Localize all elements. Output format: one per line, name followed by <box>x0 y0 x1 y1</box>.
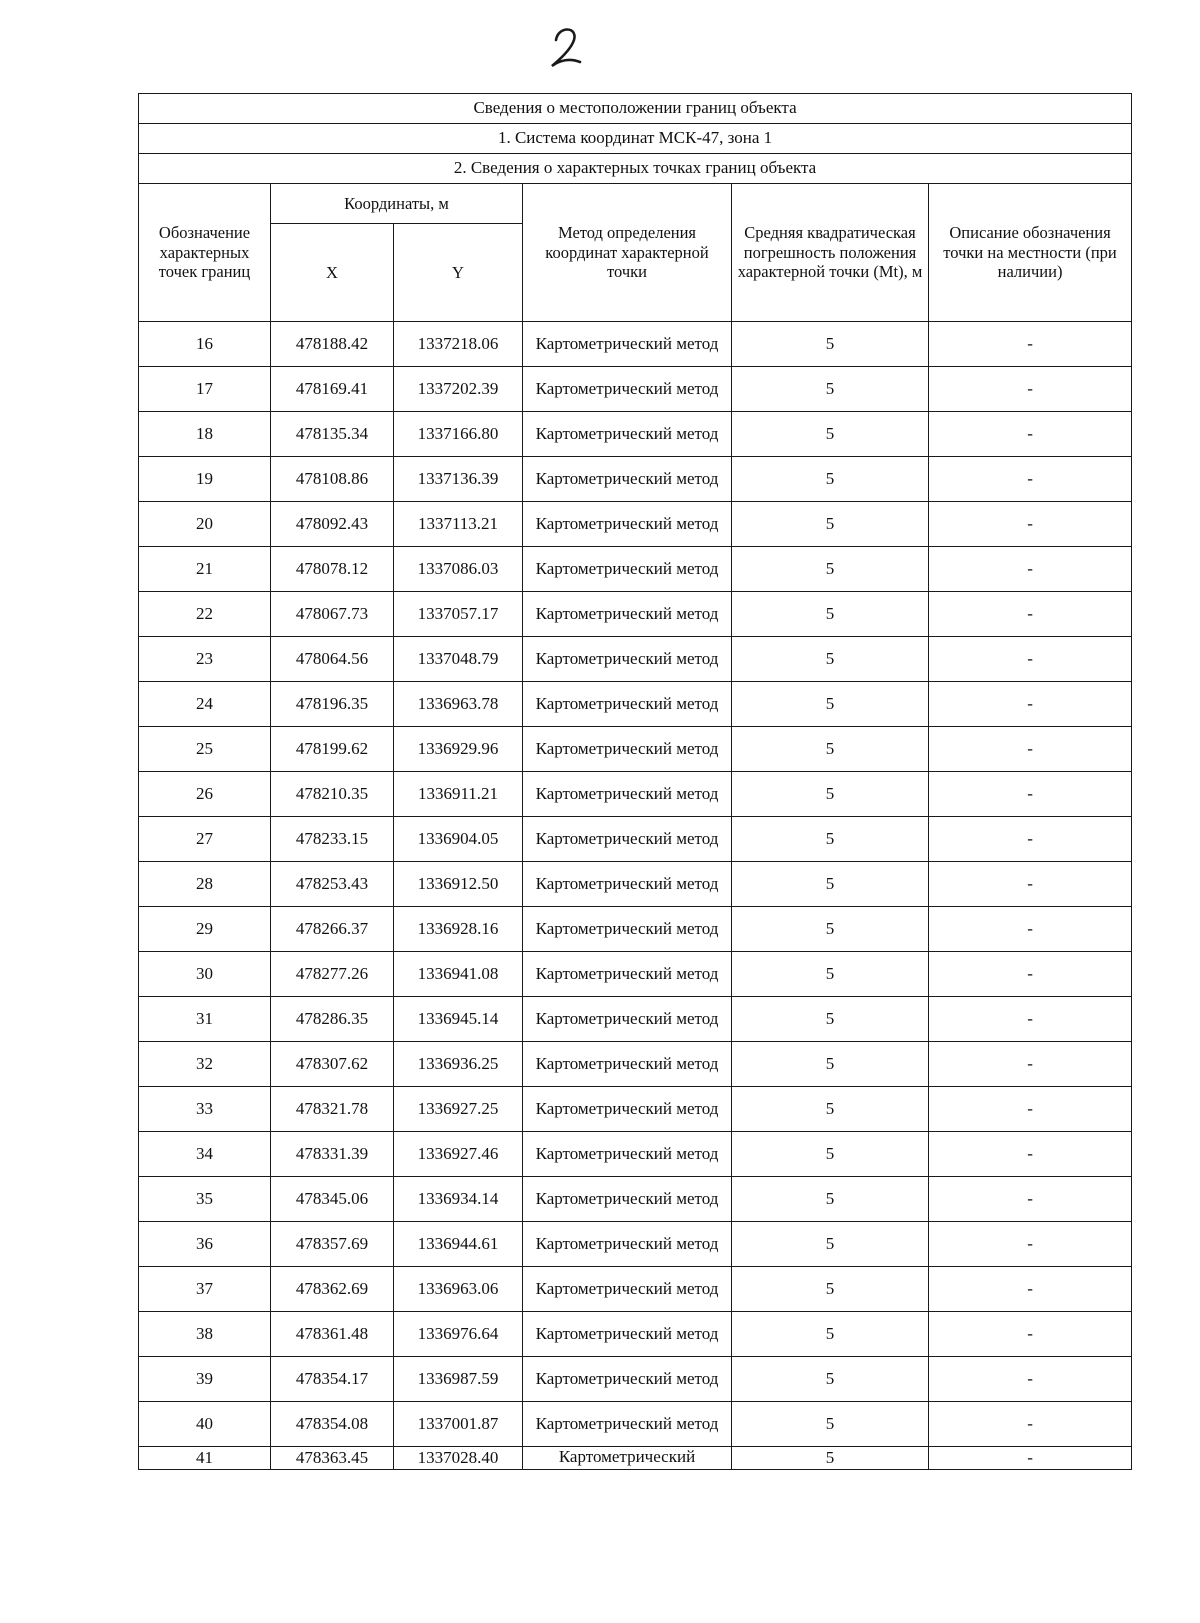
error-cell: 5 <box>732 682 929 727</box>
table-row <box>139 637 1132 682</box>
x-coordinate-cell: 478188.42 <box>271 322 394 367</box>
table-row <box>139 772 1132 817</box>
y-coordinate-cell: 1337218.06 <box>394 322 523 367</box>
table-row <box>139 727 1132 772</box>
error-cell: 5 <box>732 367 929 412</box>
method-cell: Картометрический метод <box>523 907 732 952</box>
method-cell: Картометрический метод <box>523 682 732 727</box>
y-coordinate-cell: 1337001.87 <box>394 1402 523 1447</box>
table-row <box>139 322 1132 367</box>
method-cell: Картометрический метод <box>523 1132 732 1177</box>
table-row <box>139 817 1132 862</box>
method-cell: Картометрический метод <box>523 1402 732 1447</box>
method-cell: Картометрический метод <box>523 1222 732 1267</box>
description-cell: - <box>929 547 1132 592</box>
y-coordinate-cell: 1337166.80 <box>394 412 523 457</box>
y-coordinate-cell: 1337136.39 <box>394 457 523 502</box>
y-coordinate-cell: 1337202.39 <box>394 367 523 412</box>
x-coordinate-cell: 478286.35 <box>271 997 394 1042</box>
error-cell: 5 <box>732 502 929 547</box>
description-cell: - <box>929 1267 1132 1312</box>
error-cell: 5 <box>732 997 929 1042</box>
error-cell: 5 <box>732 1087 929 1132</box>
method-cell: Картометрический метод <box>523 1087 732 1132</box>
table-row <box>139 367 1132 412</box>
error-cell: 5 <box>732 1357 929 1402</box>
y-coordinate-cell: 1336928.16 <box>394 907 523 952</box>
y-coordinate-cell: 1336945.14 <box>394 997 523 1042</box>
y-coordinate-cell: 1336911.21 <box>394 772 523 817</box>
point-cell: 39 <box>139 1357 271 1402</box>
x-coordinate-cell: 478196.35 <box>271 682 394 727</box>
description-cell: - <box>929 1132 1132 1177</box>
description-cell: - <box>929 457 1132 502</box>
description-cell: - <box>929 907 1132 952</box>
error-cell: 5 <box>732 1222 929 1267</box>
error-cell: 5 <box>732 637 929 682</box>
table-body <box>139 322 1132 1470</box>
method-cell: Картометрический метод <box>523 502 732 547</box>
x-coordinate-cell: 478361.48 <box>271 1312 394 1357</box>
point-cell: 23 <box>139 637 271 682</box>
x-coordinate-cell: 478135.34 <box>271 412 394 457</box>
error-cell: 5 <box>732 952 929 997</box>
point-cell: 18 <box>139 412 271 457</box>
method-cell: Картометрический метод <box>523 862 732 907</box>
description-cell: - <box>929 322 1132 367</box>
point-cell: 33 <box>139 1087 271 1132</box>
method-cell: Картометрический метод <box>523 1042 732 1087</box>
method-cell: Картометрический метод <box>523 1267 732 1312</box>
point-cell: 28 <box>139 862 271 907</box>
y-coordinate-cell: 1336963.06 <box>394 1267 523 1312</box>
method-cell: Картометрический <box>523 1447 732 1470</box>
col-point-header: Обозначение характерных точек границ <box>139 184 271 322</box>
x-coordinate-cell: 478277.26 <box>271 952 394 997</box>
description-cell: - <box>929 1087 1132 1132</box>
point-cell: 36 <box>139 1222 271 1267</box>
table-row <box>139 1357 1132 1402</box>
description-cell: - <box>929 637 1132 682</box>
method-cell: Картометрический метод <box>523 952 732 997</box>
table-row <box>139 412 1132 457</box>
y-coordinate-cell: 1336934.14 <box>394 1177 523 1222</box>
y-coordinate-cell: 1337113.21 <box>394 502 523 547</box>
table-header <box>139 94 1132 322</box>
x-coordinate-cell: 478233.15 <box>271 817 394 862</box>
x-coordinate-cell: 478266.37 <box>271 907 394 952</box>
document-title: Сведения о местоположении границ объекта <box>139 94 1132 124</box>
description-cell: - <box>929 412 1132 457</box>
table-row <box>139 1222 1132 1267</box>
point-cell: 32 <box>139 1042 271 1087</box>
table-row <box>139 1447 1132 1470</box>
boundary-points-table <box>138 93 1132 1470</box>
description-cell: - <box>929 862 1132 907</box>
table-row <box>139 1177 1132 1222</box>
point-cell: 40 <box>139 1402 271 1447</box>
table-row <box>139 592 1132 637</box>
handwritten-page-number <box>548 20 588 70</box>
table-row <box>139 1042 1132 1087</box>
table-row <box>139 1132 1132 1177</box>
error-cell: 5 <box>732 1132 929 1177</box>
description-cell: - <box>929 1447 1132 1470</box>
table-row <box>139 1402 1132 1447</box>
x-coordinate-cell: 478345.06 <box>271 1177 394 1222</box>
point-cell: 25 <box>139 727 271 772</box>
point-cell: 22 <box>139 592 271 637</box>
col-method-header: Метод определения координат характерной точки <box>523 184 732 322</box>
x-coordinate-cell: 478354.08 <box>271 1402 394 1447</box>
description-cell: - <box>929 772 1132 817</box>
x-coordinate-cell: 478354.17 <box>271 1357 394 1402</box>
y-coordinate-cell: 1337048.79 <box>394 637 523 682</box>
col-x-header: X <box>271 224 394 322</box>
description-cell: - <box>929 817 1132 862</box>
error-cell: 5 <box>732 862 929 907</box>
error-cell: 5 <box>732 1402 929 1447</box>
y-coordinate-cell: 1336912.50 <box>394 862 523 907</box>
x-coordinate-cell: 478092.43 <box>271 502 394 547</box>
point-cell: 34 <box>139 1132 271 1177</box>
error-cell: 5 <box>732 547 929 592</box>
table-row <box>139 502 1132 547</box>
x-coordinate-cell: 478078.12 <box>271 547 394 592</box>
table-row <box>139 862 1132 907</box>
x-coordinate-cell: 478357.69 <box>271 1222 394 1267</box>
error-cell: 5 <box>732 322 929 367</box>
table-row <box>139 1267 1132 1312</box>
col-coordinates-header: Координаты, м <box>271 184 523 224</box>
point-cell: 26 <box>139 772 271 817</box>
x-coordinate-cell: 478253.43 <box>271 862 394 907</box>
table-row <box>139 547 1132 592</box>
y-coordinate-cell: 1336941.08 <box>394 952 523 997</box>
point-cell: 27 <box>139 817 271 862</box>
point-cell: 38 <box>139 1312 271 1357</box>
x-coordinate-cell: 478064.56 <box>271 637 394 682</box>
method-cell: Картометрический метод <box>523 412 732 457</box>
description-cell: - <box>929 682 1132 727</box>
error-cell: 5 <box>732 727 929 772</box>
points-section-heading: 2. Сведения о характерных точках границ объекта <box>139 154 1132 184</box>
error-cell: 5 <box>732 1177 929 1222</box>
point-cell: 16 <box>139 322 271 367</box>
col-y-header: Y <box>394 224 523 322</box>
y-coordinate-cell: 1336904.05 <box>394 817 523 862</box>
description-cell: - <box>929 1357 1132 1402</box>
description-cell: - <box>929 1402 1132 1447</box>
y-coordinate-cell: 1336929.96 <box>394 727 523 772</box>
table-row <box>139 952 1132 997</box>
handwritten-page-number-glyph <box>548 20 588 70</box>
description-cell: - <box>929 502 1132 547</box>
error-cell: 5 <box>732 772 929 817</box>
method-cell: Картометрический метод <box>523 367 732 412</box>
point-cell: 35 <box>139 1177 271 1222</box>
method-cell: Картометрический метод <box>523 322 732 367</box>
y-coordinate-cell: 1336987.59 <box>394 1357 523 1402</box>
y-coordinate-cell: 1336963.78 <box>394 682 523 727</box>
x-coordinate-cell: 478362.69 <box>271 1267 394 1312</box>
method-cell: Картометрический метод <box>523 727 732 772</box>
method-cell: Картометрический метод <box>523 772 732 817</box>
description-cell: - <box>929 952 1132 997</box>
point-cell: 30 <box>139 952 271 997</box>
y-coordinate-cell: 1336976.64 <box>394 1312 523 1357</box>
y-coordinate-cell: 1337086.03 <box>394 547 523 592</box>
description-cell: - <box>929 592 1132 637</box>
method-cell: Картометрический метод <box>523 997 732 1042</box>
table-row <box>139 997 1132 1042</box>
point-cell: 20 <box>139 502 271 547</box>
y-coordinate-cell: 1336944.61 <box>394 1222 523 1267</box>
description-cell: - <box>929 1042 1132 1087</box>
error-cell: 5 <box>732 592 929 637</box>
method-cell: Картометрический метод <box>523 592 732 637</box>
method-cell: Картометрический метод <box>523 547 732 592</box>
method-cell: Картометрический метод <box>523 457 732 502</box>
error-cell: 5 <box>732 1042 929 1087</box>
y-coordinate-cell: 1336927.46 <box>394 1132 523 1177</box>
table-row <box>139 457 1132 502</box>
point-cell: 41 <box>139 1447 271 1470</box>
error-cell: 5 <box>732 1447 929 1470</box>
point-cell: 24 <box>139 682 271 727</box>
point-cell: 21 <box>139 547 271 592</box>
description-cell: - <box>929 1222 1132 1267</box>
point-cell: 37 <box>139 1267 271 1312</box>
x-coordinate-cell: 478210.35 <box>271 772 394 817</box>
x-coordinate-cell: 478108.86 <box>271 457 394 502</box>
table-row <box>139 1312 1132 1357</box>
description-cell: - <box>929 1312 1132 1357</box>
description-cell: - <box>929 997 1132 1042</box>
method-cell: Картометрический метод <box>523 1177 732 1222</box>
method-cell: Картометрический метод <box>523 1357 732 1402</box>
error-cell: 5 <box>732 817 929 862</box>
description-cell: - <box>929 1177 1132 1222</box>
table-row <box>139 1087 1132 1132</box>
error-cell: 5 <box>732 1267 929 1312</box>
x-coordinate-cell: 478321.78 <box>271 1087 394 1132</box>
table-row <box>139 907 1132 952</box>
point-cell: 19 <box>139 457 271 502</box>
col-description-header: Описание обозначения точки на местности (при наличии) <box>929 184 1132 322</box>
error-cell: 5 <box>732 457 929 502</box>
x-coordinate-cell: 478067.73 <box>271 592 394 637</box>
y-coordinate-cell: 1337028.40 <box>394 1447 523 1470</box>
point-cell: 31 <box>139 997 271 1042</box>
point-cell: 17 <box>139 367 271 412</box>
x-coordinate-cell: 478307.62 <box>271 1042 394 1087</box>
method-cell: Картометрический метод <box>523 1312 732 1357</box>
y-coordinate-cell: 1336936.25 <box>394 1042 523 1087</box>
y-coordinate-cell: 1337057.17 <box>394 592 523 637</box>
x-coordinate-cell: 478331.39 <box>271 1132 394 1177</box>
point-cell: 29 <box>139 907 271 952</box>
coordinate-system-heading: 1. Система координат МСК-47, зона 1 <box>139 124 1132 154</box>
y-coordinate-cell: 1336927.25 <box>394 1087 523 1132</box>
error-cell: 5 <box>732 412 929 457</box>
x-coordinate-cell: 478199.62 <box>271 727 394 772</box>
col-error-header: Средняя квадратическая погрешность положения характерной точки (Mt), м <box>732 184 929 322</box>
error-cell: 5 <box>732 1312 929 1357</box>
x-coordinate-cell: 478169.41 <box>271 367 394 412</box>
description-cell: - <box>929 727 1132 772</box>
method-cell: Картометрический метод <box>523 817 732 862</box>
description-cell: - <box>929 367 1132 412</box>
error-cell: 5 <box>732 907 929 952</box>
table-row <box>139 682 1132 727</box>
method-cell: Картометрический метод <box>523 637 732 682</box>
x-coordinate-cell: 478363.45 <box>271 1447 394 1470</box>
